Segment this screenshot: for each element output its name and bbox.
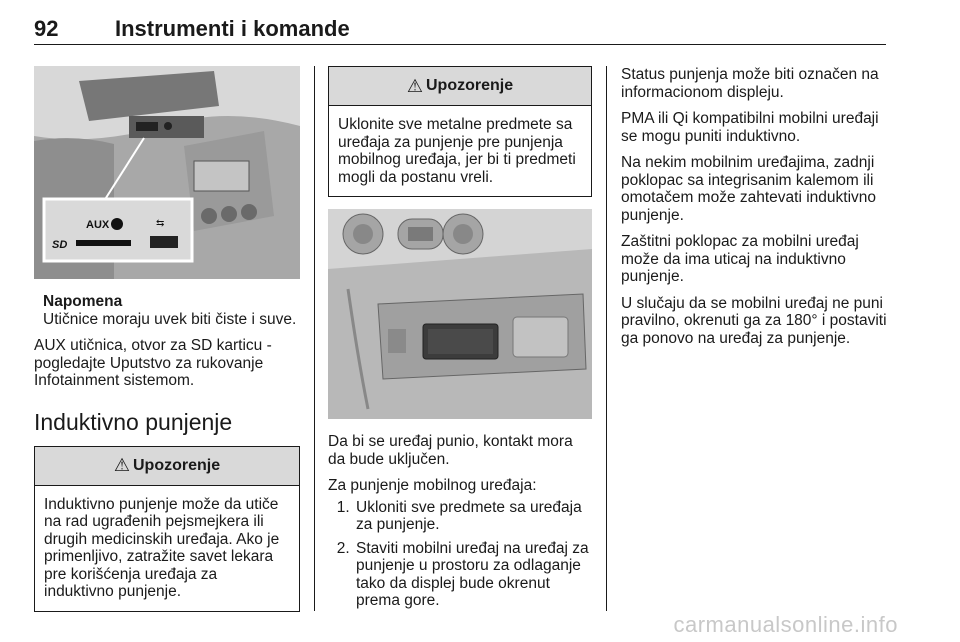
page-header	[34, 14, 886, 45]
paragraph-back-cover: Na nekim mobilnim uređajima, zadnji poklopac sa integrisanim kalemom ili omotačem može zahtevati induktivno punjenje.	[621, 154, 877, 224]
paragraph-rotate: U slučaju da se mobilni uređaj ne puni pravilno, okrenuti ga za 180° i postaviti ga ponovo na uređaj za punjenje.	[621, 294, 887, 347]
warning-title: Upozorenje	[133, 456, 221, 474]
paragraph-protective-cover: Zaštitni poklopac za mobilni uređaj može da ima uticaj na induktivno punjenje.	[621, 233, 859, 285]
note-title: Napomena	[43, 293, 123, 310]
aux-sd-usb-figure	[34, 66, 300, 279]
warning-header	[329, 67, 591, 106]
warning-text: Uklonite sve metalne predmete sa uređaja za punjenje pre punjenja mobilnog uređaja, jer bi ti predmeti mogli da postanu vreli.	[338, 116, 576, 186]
warning-title: Upozorenje	[426, 77, 514, 94]
page-number: 92	[34, 16, 59, 41]
charging-tray-figure	[328, 209, 592, 419]
watermark: carmanualsonline.info	[673, 612, 898, 637]
aux-paragraph: AUX utičnica, otvor za SD karticu - pogledajte Uputstvo za rukovanje Infotainment sistemom.	[34, 337, 272, 389]
column-divider-1	[314, 66, 315, 611]
warning-header	[35, 447, 299, 486]
warning-icon: ⚠	[113, 455, 130, 475]
ignition-paragraph: Da bi se uređaj punio, kontakt mora da bude uključen.	[328, 433, 573, 468]
warning-icon: ⚠	[406, 75, 423, 96]
charging-steps	[328, 499, 592, 610]
chapter-title: Instrumenti i komande	[115, 16, 350, 41]
column-divider-2	[606, 66, 607, 611]
paragraph-status: Status punjenja može biti označen na informacionom displeju.	[621, 66, 879, 101]
step-2: 2. Staviti mobilni uređaj na uređaj za punjenje u prostoru za odlaganje tako da displej bude okrenut prema gore.	[354, 540, 592, 610]
warning-text: Induktivno punjenje može da utiče na rad ugrađenih pejsmejkera ili drugih medicinskih uređaja. Ako je primenljivo, zatražite savet lekara pre korišćenja uređaja za induktivno punjenje.	[44, 495, 280, 600]
charging-intro: Za punjenje mobilnog uređaja:	[328, 477, 537, 494]
note-text: Utičnice moraju uvek biti čiste i suve.	[43, 310, 297, 328]
step-1: 1. Ukloniti sve predmete sa uređaja za punjenje.	[354, 499, 592, 534]
aux-label: AUX	[86, 219, 110, 231]
usb-icon: ⇆	[156, 218, 165, 229]
section-heading: Induktivno punjenje	[34, 408, 233, 435]
column-3	[621, 66, 887, 347]
warning-box-1	[34, 446, 300, 612]
column-2	[328, 66, 592, 616]
sd-label: SD	[52, 239, 68, 251]
note-block	[34, 293, 300, 328]
warning-box-2	[328, 66, 592, 197]
paragraph-compatibility: PMA ili Qi kompatibilni mobilni uređaji se mogu puniti induktivno.	[621, 110, 879, 145]
column-1	[34, 66, 300, 612]
